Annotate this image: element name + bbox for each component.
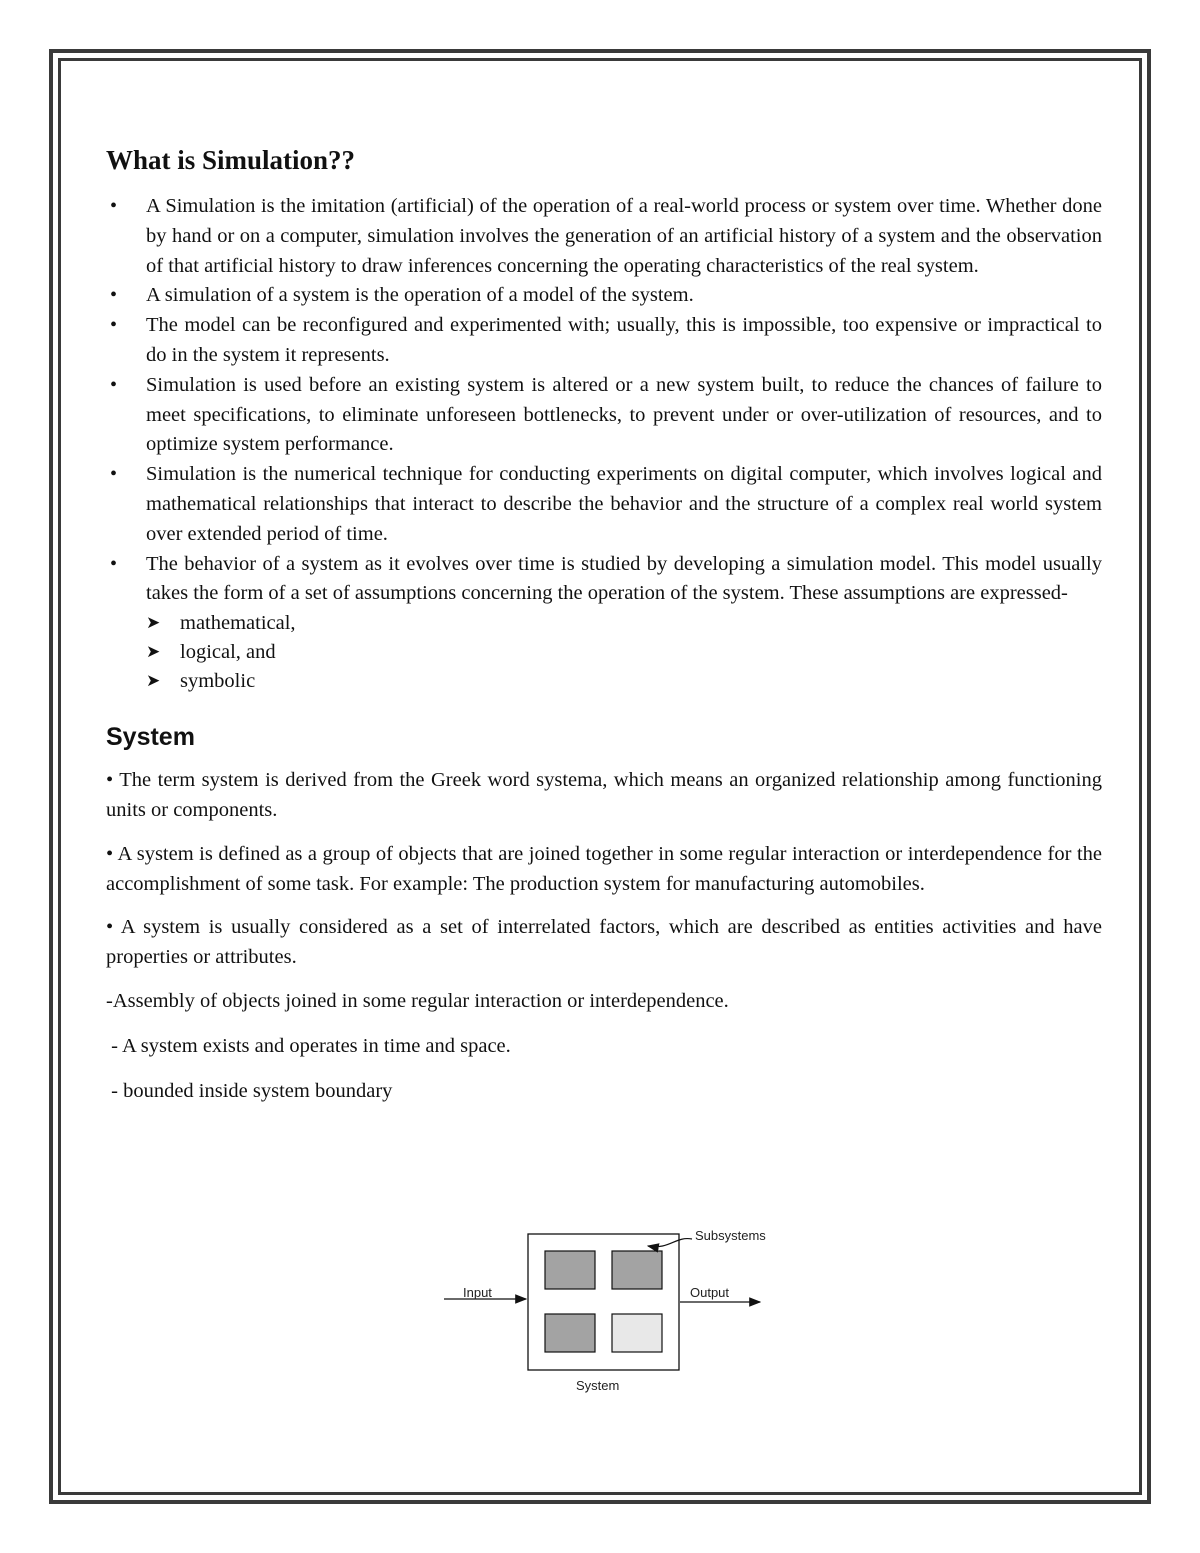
system-paragraph-1: • The term system is derived from the Greek word systema, which means an organized relationship among functioning units or components.: [106, 769, 1102, 821]
simulation-bullet-6-text: The behavior of a system as it evolves over time is studied by developing a simulation model. This model usually takes the form of a set of assumptions concerning the operation of the system. These assumptions are expressed-: [146, 552, 1102, 605]
system-paragraph-2: • A system is defined as a group of objects that are joined together in some regular interaction or interdependence for the accomplishment of some task. For example: The production system for manufacturing automobiles.: [106, 842, 1102, 895]
dash-line-2: - A system exists and operates in time and space.: [106, 1034, 511, 1057]
heading-system: System: [106, 723, 195, 752]
sub-bullet-logical: ➤ logical, and: [146, 638, 1102, 667]
diagram-input-label: Input: [463, 1285, 492, 1300]
simulation-bullet-3: • The model can be reconfigured and experimented with; usually, this is impossible, too expensive or impractical to do in the system it represents.: [106, 311, 1102, 371]
simulation-bullet-1: • A Simulation is the imitation (artificial) of the operation of a real-world process or system over time. Whether done by hand or on a computer, simulation involves the generation of an artificial history of a system and the observation of that artificial history to draw inferences concerning the operating characteristics of the real system.: [106, 192, 1102, 281]
document-body: [106, 140, 1102, 1121]
subsystem-box-bottom-right: [612, 1314, 662, 1352]
subsystem-box-top-right: [612, 1251, 662, 1289]
system-paragraph-3: • A system is usually considered as a set of interrelated factors, which are described as entities activities and have properties or attributes.: [106, 916, 1102, 969]
assumption-sub-list: [146, 609, 1102, 696]
diagram-system-label: System: [576, 1378, 620, 1393]
simulation-bullet-6: [106, 550, 1102, 697]
diagram-output-label: Output: [690, 1285, 730, 1300]
system-diagram: [440, 1222, 780, 1402]
arrowhead-bullet-icon: ➤: [146, 671, 161, 692]
diagram-subsystems-label: Subsystems: [695, 1228, 766, 1243]
simulation-bullet-5: • Simulation is the numerical technique for conducting experiments on digital computer, which involves logical and mathematical relationships that interact to describe the behavior and the structure of a complex real world system over extended period of time.: [106, 460, 1102, 549]
arrowhead-bullet-icon: ➤: [146, 642, 161, 663]
dash-line-1: -Assembly of objects joined in some regular interaction or interdependence.: [106, 989, 729, 1012]
sub-bullet-symbolic: ➤ symbolic: [146, 667, 1102, 696]
sub-bullet-mathematical: ➤ mathematical,: [146, 609, 1102, 638]
simulation-bullet-4: • Simulation is used before an existing system is altered or a new system built, to reduce the chances of failure to meet specifications, to eliminate unforeseen bottlenecks, to prevent under or over-utilization of resources, and to optimize system performance.: [106, 371, 1102, 460]
simulation-bullet-list: [106, 192, 1102, 696]
subsystem-box-bottom-left: [545, 1314, 595, 1352]
simulation-bullet-2: • A simulation of a system is the operation of a model of the system.: [106, 281, 1102, 311]
subsystems-pointer: [648, 1239, 692, 1247]
arrowhead-bullet-icon: ➤: [146, 613, 161, 634]
dash-line-3: - bounded inside system boundary: [106, 1079, 393, 1102]
subsystem-box-top-left: [545, 1251, 595, 1289]
heading-what-is-simulation: What is Simulation??: [106, 145, 356, 175]
